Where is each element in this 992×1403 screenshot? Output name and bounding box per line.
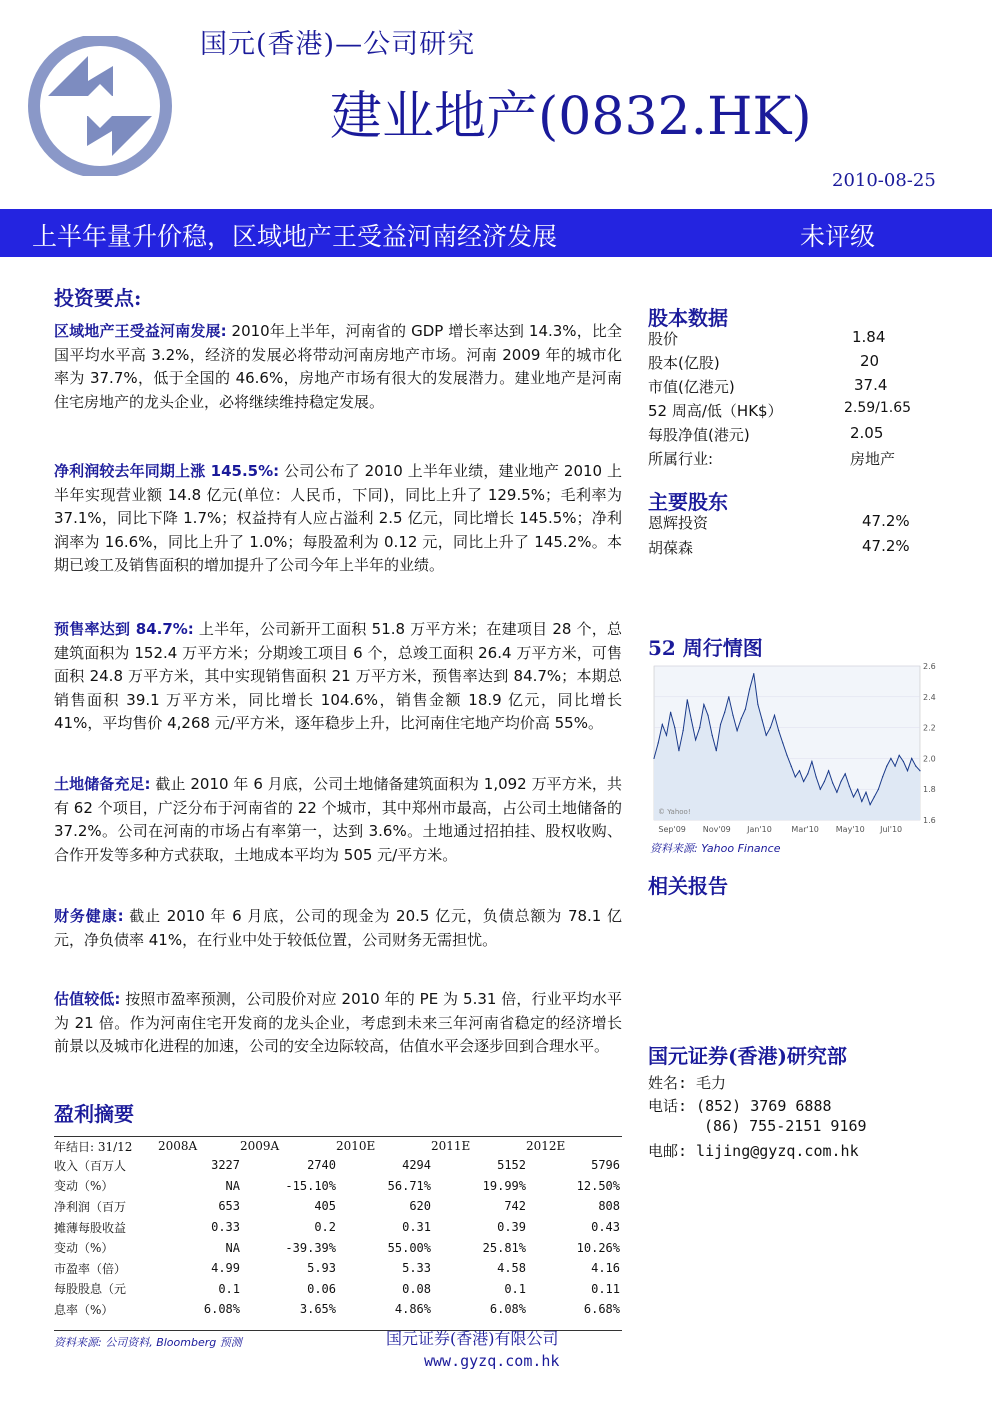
value-cell: 25.81% — [482, 1240, 526, 1255]
price-point — [799, 770, 800, 771]
price-point — [894, 766, 895, 767]
share-data-title: 股本数据 — [648, 306, 728, 330]
price-point — [886, 766, 887, 767]
chart-source: 资料来源: Yahoo Finance — [650, 842, 781, 855]
highlight-lead: 估值较低: — [54, 990, 121, 1008]
share-data-row — [648, 424, 928, 448]
shareholder-name: 胡葆森 — [648, 539, 694, 557]
price-point — [853, 796, 854, 797]
price-point — [753, 673, 754, 674]
share-data-list — [648, 328, 928, 472]
highlight-text: 按照市盈率预测，公司股价对应 2010 年的 PE 为 5.31 倍，行业平均水平为 21 倍。作为河南住宅开发商的龙头企业，考虑到未来三年河南省稳定的经济增长前景以及城市化进程的加速，公司的安全边际较高，估值水平会逐步回到合理水平。 — [54, 990, 622, 1055]
price-point — [695, 739, 696, 740]
price-point — [820, 789, 821, 790]
shareholders-list — [648, 512, 928, 562]
share-data-row — [648, 376, 928, 400]
price-point — [745, 709, 746, 710]
price-point — [699, 727, 700, 728]
row-label-cell: 收入（百万人 — [54, 1158, 127, 1173]
value-cell: 55.00% — [387, 1240, 431, 1255]
row-label-cell: 变动（%） — [54, 1179, 114, 1194]
table-header-cell: 年结日: 31/12 — [54, 1139, 133, 1154]
table-row — [54, 1155, 620, 1176]
value-cell: 6.68% — [583, 1302, 620, 1317]
price-point — [749, 689, 750, 690]
price-point — [874, 796, 875, 797]
x-tick-label: Sep'09 — [658, 825, 686, 834]
value-cell: 4.86% — [394, 1302, 431, 1317]
highlight-text: 截止 2010 年 6 月底，公司的现金为 20.5 亿元，负债总额为 78.1 亿元，净负债率 41%，在行业中处于较低位置，公司财务无需担忧。 — [54, 907, 623, 949]
shareholder-stake: 47.2% — [862, 537, 910, 555]
share-data-value: 2.05 — [850, 424, 884, 442]
shareholder-name: 恩辉投资 — [648, 514, 709, 532]
price-point — [716, 750, 717, 751]
highlight-paragraph — [54, 905, 622, 952]
price-point — [757, 704, 758, 705]
row-label-cell: 摊薄每股收益 — [54, 1220, 127, 1235]
y-tick-label: 2.2 — [923, 723, 936, 733]
y-tick-label: 1.6 — [923, 816, 936, 825]
price-point — [662, 724, 663, 725]
value-cell: -39.39% — [285, 1240, 336, 1255]
price-point — [778, 730, 779, 731]
price-point — [849, 786, 850, 787]
share-data-value: 1.84 — [852, 328, 886, 346]
highlight-lead: 净利润较去年同期上涨 145.5%: — [54, 462, 280, 480]
rating-label: 未评级 — [800, 222, 876, 251]
table-row — [54, 1196, 620, 1217]
value-cell: 0.43 — [591, 1220, 620, 1235]
price-point — [732, 715, 733, 716]
table-header-cell: 2010E — [336, 1139, 376, 1153]
price-point — [903, 761, 904, 762]
table-source: 资料来源: 公司资料, Bloomberg 预测 — [54, 1336, 242, 1349]
highlight-text: 2010年上半年，河南省的 GDP 增长率达到 14.3%，比全国平均水平高 3.2%，经济的发展必将带动河南房地产市场。河南 2009 年的城市化率为 37.7%，低于全国的 46.6%，房地产市场有很大的发展潜力。建业地产是河南住宅房地产的龙头企业，必将继续维持稳定发展。 — [54, 322, 622, 411]
price-point — [828, 770, 829, 771]
logo-graphic — [18, 36, 184, 176]
share-data-label: 所属行业: — [648, 450, 714, 468]
value-cell: 5152 — [497, 1158, 526, 1173]
table-header-cell: 2008A — [158, 1139, 198, 1153]
x-tick-label: Jan'10 — [747, 825, 772, 834]
share-data-label: 52 周高/低（HK$） — [648, 402, 783, 420]
price-point — [653, 758, 654, 759]
price-point — [774, 715, 775, 716]
highlight-paragraph — [54, 460, 622, 578]
price-point — [712, 735, 713, 736]
value-cell: 56.71% — [387, 1178, 431, 1193]
price-point — [857, 789, 858, 790]
y-tick-label: 2.4 — [923, 692, 936, 702]
price-point — [915, 766, 916, 767]
shareholder-row — [648, 512, 928, 537]
value-cell: 6.08% — [489, 1302, 526, 1317]
email-link[interactable]: 电邮: lijing@gyzq.com.hk — [648, 1142, 859, 1160]
price-point — [870, 804, 871, 805]
phone-secondary: (86) 755-2151 9169 — [704, 1117, 867, 1135]
value-cell: 405 — [314, 1199, 336, 1214]
shareholder-row — [648, 537, 928, 562]
earnings-table-body — [54, 1155, 620, 1320]
value-cell: 0.33 — [211, 1220, 240, 1235]
price-point — [865, 792, 866, 793]
share-data-label: 股本(亿股) — [648, 354, 720, 372]
highlights-title: 投资要点: — [54, 286, 142, 310]
value-cell: 620 — [409, 1199, 431, 1214]
value-cell: 5.33 — [402, 1261, 431, 1276]
price-point — [674, 727, 675, 728]
value-cell: 10.26% — [576, 1240, 620, 1255]
price-point — [691, 719, 692, 720]
row-label-cell: 变动（%） — [54, 1241, 114, 1256]
x-tick-label: Nov'09 — [702, 825, 731, 834]
chart-watermark: © Yahoo! — [658, 808, 691, 816]
price-point — [707, 715, 708, 716]
table-header-row — [54, 1137, 620, 1155]
highlight-lead: 预售率达到 84.7%: — [54, 620, 194, 638]
value-cell: 2740 — [307, 1158, 336, 1173]
row-label-cell: 净利润（百万 — [54, 1199, 127, 1214]
highlight-paragraph — [54, 320, 622, 414]
report-date: 2010-08-25 — [832, 170, 936, 191]
share-data-row — [648, 400, 928, 424]
value-cell: 4294 — [402, 1158, 431, 1173]
price-point — [678, 750, 679, 751]
table-row — [54, 1299, 620, 1320]
footer-company: 国元证券(香港)有限公司 — [386, 1329, 559, 1348]
price-point — [861, 801, 862, 802]
chart-title: 52 周行情图 — [648, 636, 763, 660]
value-cell: 4.16 — [591, 1261, 620, 1276]
x-tick-label: Jul'10 — [880, 825, 903, 834]
table-header-cell: 2011E — [431, 1139, 471, 1153]
share-data-row — [648, 328, 928, 352]
row-label-cell: 每股股息（元 — [54, 1282, 127, 1297]
price-point — [666, 735, 667, 736]
value-cell: 0.06 — [307, 1281, 336, 1296]
price-point — [919, 770, 920, 771]
value-cell: 0.31 — [402, 1220, 431, 1235]
price-point — [811, 761, 812, 762]
row-label-cell: 市盈率（倍） — [54, 1261, 127, 1276]
value-cell: -15.10% — [285, 1178, 336, 1193]
banner-headline: 上半年量升价稳，区域地产王受益河南经济发展 — [32, 222, 558, 251]
price-point — [845, 773, 846, 774]
highlight-text: 截止 2010 年 6 月底，公司土地储备建筑面积为 1,092 万平方米，共有 62 个项目，广泛分布于河南省的 22 个城市，其中郑州市最高，占公司土地储备的 37.2%。公司在河南的市场占有率第一，达到 3.6%。土地通过招拍挂、股权收购、合作开发等多种方式获取，土地成本平均为 505 元/平方米。 — [54, 775, 623, 864]
value-cell: 0.08 — [402, 1281, 431, 1296]
earnings-title: 盈利摘要 — [54, 1102, 134, 1126]
value-cell: 3227 — [211, 1158, 240, 1173]
table-row — [54, 1258, 620, 1279]
price-point — [899, 755, 900, 756]
value-cell: 19.99% — [482, 1178, 526, 1193]
analyst-name: 姓名: 毛力 — [648, 1074, 727, 1092]
table-row — [54, 1237, 620, 1258]
y-tick-label: 2.6 — [923, 662, 936, 671]
price-point — [687, 699, 688, 700]
price-point — [832, 782, 833, 783]
price-point — [824, 781, 825, 782]
price-point — [882, 776, 883, 777]
value-cell: 4.58 — [497, 1261, 526, 1276]
share-data-label: 市值(亿港元) — [648, 378, 735, 396]
x-tick-label: Mar'10 — [791, 825, 819, 834]
price-point — [728, 696, 729, 697]
value-cell: 653 — [218, 1199, 240, 1214]
footer-url[interactable]: www.gyzq.com.hk — [424, 1352, 560, 1370]
company-title: 建业地产(0832.HK) — [330, 87, 812, 147]
earnings-table — [54, 1137, 620, 1320]
price-point — [803, 781, 804, 782]
price-chart — [648, 660, 948, 838]
price-point — [878, 789, 879, 790]
highlight-text: 公司公布了 2010 上半年业绩，建业地产 2010 上半年实现营业额 14.8 亿元(单位：人民币，下同)，同比上升了 129.5%；毛利率为 37.1%，同比下降 1.7%；权益持有人应占溢利 2.5 亿元，同比增长 145.5%；净利润率为 16.6%，同比上升了 1.0%；每股盈利为 0.12 元，同比上升了 145.2%。本期已竣工及销售面积的增加提升了公司今年上半年的业绩。 — [54, 462, 622, 574]
value-cell: 5796 — [591, 1158, 620, 1173]
table-row — [54, 1217, 620, 1238]
table-row — [54, 1176, 620, 1197]
y-tick-label: 2.0 — [923, 754, 936, 764]
earnings-table-wrap — [54, 1136, 622, 1320]
price-point — [807, 773, 808, 774]
price-point — [770, 727, 771, 728]
y-tick-label: 1.8 — [923, 785, 936, 795]
highlight-lead: 财务健康: — [54, 907, 124, 925]
shareholders-title: 主要股东 — [648, 490, 728, 514]
org-title: 国元(香港)—公司研究 — [200, 29, 476, 60]
share-data-label: 每股净值(港元) — [648, 426, 750, 444]
price-point — [658, 742, 659, 743]
price-point — [682, 730, 683, 731]
price-point — [836, 792, 837, 793]
price-point — [703, 704, 704, 705]
price-point — [890, 758, 891, 759]
price-point — [737, 730, 738, 731]
price-point — [766, 735, 767, 736]
price-point — [840, 781, 841, 782]
price-point — [911, 758, 912, 759]
highlight-paragraph — [54, 618, 622, 736]
value-cell: 0.1 — [218, 1281, 240, 1296]
value-cell: 0.1 — [504, 1281, 526, 1296]
value-cell: 5.93 — [307, 1261, 336, 1276]
value-cell: 6.08% — [203, 1302, 240, 1317]
value-cell: NA — [225, 1178, 240, 1193]
price-point — [761, 719, 762, 720]
price-point — [720, 724, 721, 725]
price-point — [795, 776, 796, 777]
price-point — [815, 776, 816, 777]
price-point — [907, 770, 908, 771]
research-dept-title: 国元证券(香港)研究部 — [648, 1044, 847, 1068]
table-header-cell: 2009A — [240, 1139, 280, 1153]
x-tick-label: May'10 — [835, 825, 865, 834]
value-cell: 742 — [504, 1199, 526, 1214]
share-data-label: 股价 — [648, 330, 679, 348]
company-logo — [18, 36, 184, 176]
price-point — [741, 718, 742, 719]
table-header-cell: 2012E — [526, 1139, 566, 1153]
highlight-paragraph — [54, 773, 622, 867]
value-cell: 12.50% — [576, 1178, 620, 1193]
share-data-row — [648, 448, 928, 472]
price-point — [791, 766, 792, 767]
price-point — [786, 755, 787, 756]
related-reports-title: 相关报告 — [648, 874, 728, 898]
highlight-paragraph — [54, 988, 622, 1059]
share-data-row — [648, 352, 928, 376]
highlight-text: 上半年，公司新开工面积 51.8 万平方米；在建项目 28 个，总建筑面积为 152.4 万平方米；分期竣工项目 6 个，总竣工面积 26.4 万平方米，可售面积 24.8 万平方米，其中实现销售面积 21 万平方米，预售率达到 84.7%；本期总销售面积 39.1 万平方米，同比增长 104.6%，销售金额 18.9 亿元，同比增长 41%，平均售价 4,268 元/平方米，逐年稳步上升，比河南住宅地产均价高 55%。 — [54, 620, 623, 732]
value-cell: 0.2 — [314, 1220, 336, 1235]
value-cell: 0.11 — [591, 1281, 620, 1296]
price-point — [670, 712, 671, 713]
price-point — [782, 742, 783, 743]
table-row — [54, 1279, 620, 1300]
share-data-value: 房地产 — [850, 450, 896, 468]
value-cell: 808 — [598, 1199, 620, 1214]
highlight-lead: 区域地产王受益河南发展: — [54, 322, 227, 340]
share-data-value: 37.4 — [854, 376, 888, 394]
headline-banner — [0, 209, 992, 257]
share-data-value: 2.59/1.65 — [844, 400, 912, 416]
value-cell: 3.65% — [299, 1302, 336, 1317]
share-data-value: 20 — [860, 352, 880, 370]
phone-primary: 电话: (852) 3769 6888 — [648, 1097, 832, 1115]
value-cell: NA — [225, 1240, 240, 1255]
value-cell: 4.99 — [211, 1261, 240, 1276]
value-cell: 0.39 — [497, 1220, 526, 1235]
highlight-lead: 土地储备充足: — [54, 775, 151, 793]
row-label-cell: 息率（%） — [54, 1302, 114, 1317]
shareholder-stake: 47.2% — [862, 512, 910, 530]
price-point — [724, 712, 725, 713]
